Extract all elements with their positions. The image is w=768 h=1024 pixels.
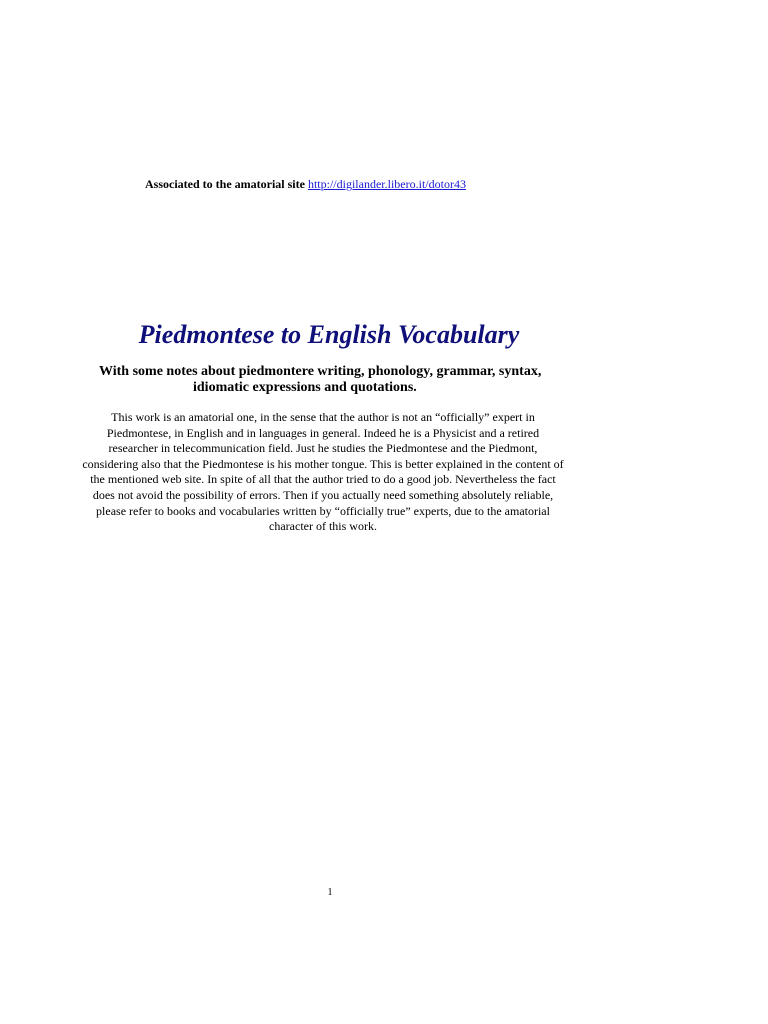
associated-site-label: Associated to the amatorial site	[145, 177, 305, 191]
intro-line: Piedmontese, in English and in languages in general. Indeed he is a Physicist and a retired	[106, 425, 540, 440]
subtitle-line: With some notes about piedmontere writing, phonology, grammar, syntax,	[99, 364, 542, 379]
intro-line: the mentioned web site. In spite of all that the author tried to do a good job. Nevertheless the fact	[90, 472, 556, 487]
document-subtitle	[0, 364, 768, 396]
intro-line: This work is an amatorial one, in the sense that the author is not an “officially” expert in	[111, 410, 535, 424]
associated-site-line	[145, 176, 466, 192]
intro-line: researcher in telecommunication field. Just he studies the Piedmontese and the Piedmont,	[108, 441, 538, 456]
intro-line: character of this work.	[269, 519, 377, 534]
intro-line: considering also that the Piedmontese is his mother tongue. This is better explained in the content of	[82, 456, 564, 471]
page-number: 1	[327, 887, 333, 898]
intro-paragraph	[52, 410, 594, 535]
document-title: Piedmontese to English Vocabulary	[138, 320, 520, 349]
intro-line: please refer to books and vocabularies written by “officially true” experts, due to the amatorial	[96, 503, 550, 518]
intro-line: does not avoid the possibility of errors. Then if you actually need something absolutely reliable,	[92, 487, 554, 502]
subtitle-line: idiomatic expressions and quotations.	[193, 380, 417, 395]
associated-site-link[interactable]: http://digilander.libero.it/dotor43	[307, 177, 466, 191]
